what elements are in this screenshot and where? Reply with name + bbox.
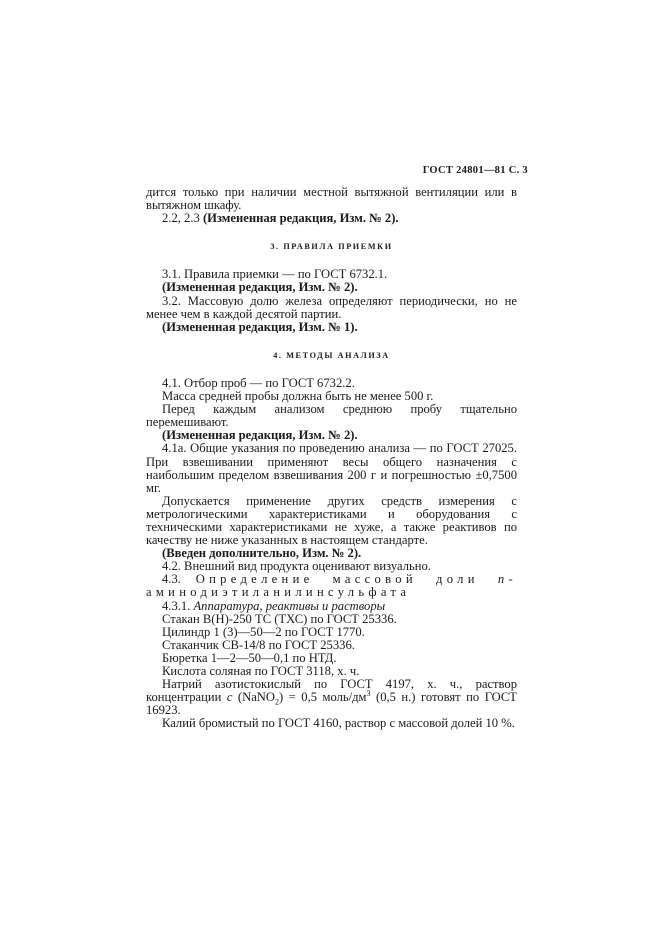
reagent-item: Бюретка 1—2—50—0,1 по НТД. bbox=[162, 650, 337, 665]
reagent-item-nitrite bbox=[146, 678, 517, 717]
paragraph-3-1: 3.1. Правила приемки — по ГОСТ 6732.1. bbox=[162, 267, 388, 282]
text-run: с bbox=[226, 690, 233, 705]
paragraph-2-2-2-3 bbox=[146, 212, 517, 225]
amendment-note: (Измененная редакция, Изм. № 2). bbox=[162, 428, 358, 443]
paragraph-4-2: 4.2. Внешний вид продукта оценивают визуально. bbox=[162, 559, 431, 574]
paragraph-3-2: 3.2. Массовую долю железа определяют периодически, но не менее чем в каждой десятой партии. bbox=[146, 293, 517, 321]
page-header: ГОСТ 24801—81 С. 3 bbox=[422, 165, 528, 176]
subscript: 2 bbox=[275, 697, 279, 707]
text-run: (NaNO bbox=[232, 690, 275, 705]
reagent-item: Калий бромистый по ГОСТ 4160, раствор с массовой долей 10 %. bbox=[162, 716, 515, 731]
amendment-note: (Измененная редакция, Изм. № 2). bbox=[202, 211, 399, 226]
subsection-title: Аппаратура, реактивы и растворы bbox=[193, 598, 386, 613]
reagent-item: Стаканчик СВ-14/8 по ГОСТ 25336. bbox=[162, 637, 355, 652]
text-run: Натрий азотистокислый по ГОСТ 4197, х. ч., раствор концентрации bbox=[146, 677, 517, 705]
reagent-item: Стакан В(Н)-250 ТС (ТХС) по ГОСТ 25336. bbox=[162, 611, 397, 626]
reagent-item: Цилиндр 1 (3)—50—2 по ГОСТ 1770. bbox=[162, 624, 365, 639]
method-title-italic: п bbox=[497, 572, 509, 587]
superscript: 3 bbox=[366, 689, 371, 698]
section-heading-3: 3. ПРАВИЛА ПРИЕМКИ bbox=[270, 242, 393, 252]
clause-number: 4.3.1. bbox=[162, 598, 194, 613]
paragraph-4-1: 4.1. Отбор проб — по ГОСТ 6732.2. bbox=[162, 375, 355, 390]
paragraph-continuation: дится только при наличии местной вытяжной вентиляции или в вытяжном шкафу. bbox=[146, 185, 517, 213]
method-title-end: -аминодиэтиланилинсульфата bbox=[146, 572, 517, 600]
clause-number: 4.3. bbox=[162, 572, 196, 587]
section-heading-4: 4. МЕТОДЫ АНАЛИЗА bbox=[273, 350, 390, 360]
clause-numbers: 2.2, 2.3 bbox=[162, 211, 203, 226]
document-body bbox=[146, 186, 517, 730]
paragraph-4-3-1 bbox=[146, 600, 517, 613]
amendment-note: (Измененная редакция, Изм. № 2). bbox=[162, 280, 358, 295]
paragraph-4-1a: 4.1а. Общие указания по проведению анализа — по ГОСТ 27025. При взвешивании применяют весы общего назначения с наибольшим пределом взвешивания 200 г и погрешностью ±0,7500 мг. bbox=[146, 441, 517, 495]
text-run: (0,5 н.) готовят по ГОСТ 16923. bbox=[146, 690, 518, 718]
paragraph-alternatives: Допускается применение других средств измерения с метрологическими характеристиками и оборудования с техническими характеристиками не хуже, а также реактивов по качеству не ниже указанных в настоящем стандарте. bbox=[146, 493, 517, 548]
method-title: Определение массовой доли bbox=[195, 572, 498, 587]
paragraph-mixing: Перед каждым анализом среднюю пробу тщательно перемешивают. bbox=[146, 402, 517, 430]
text-run: ) = 0,5 моль/дм bbox=[279, 690, 367, 705]
paragraph-sample-mass: Масса средней пробы должна быть не менее 500 г. bbox=[162, 389, 434, 404]
amendment-note: (Введен дополнительно, Изм. № 2). bbox=[162, 546, 362, 561]
reagent-item: Кислота соляная по ГОСТ 3118, х. ч. bbox=[162, 664, 360, 678]
paragraph-4-3 bbox=[146, 573, 517, 599]
amendment-note: (Измененная редакция, Изм. № 1). bbox=[162, 319, 358, 334]
